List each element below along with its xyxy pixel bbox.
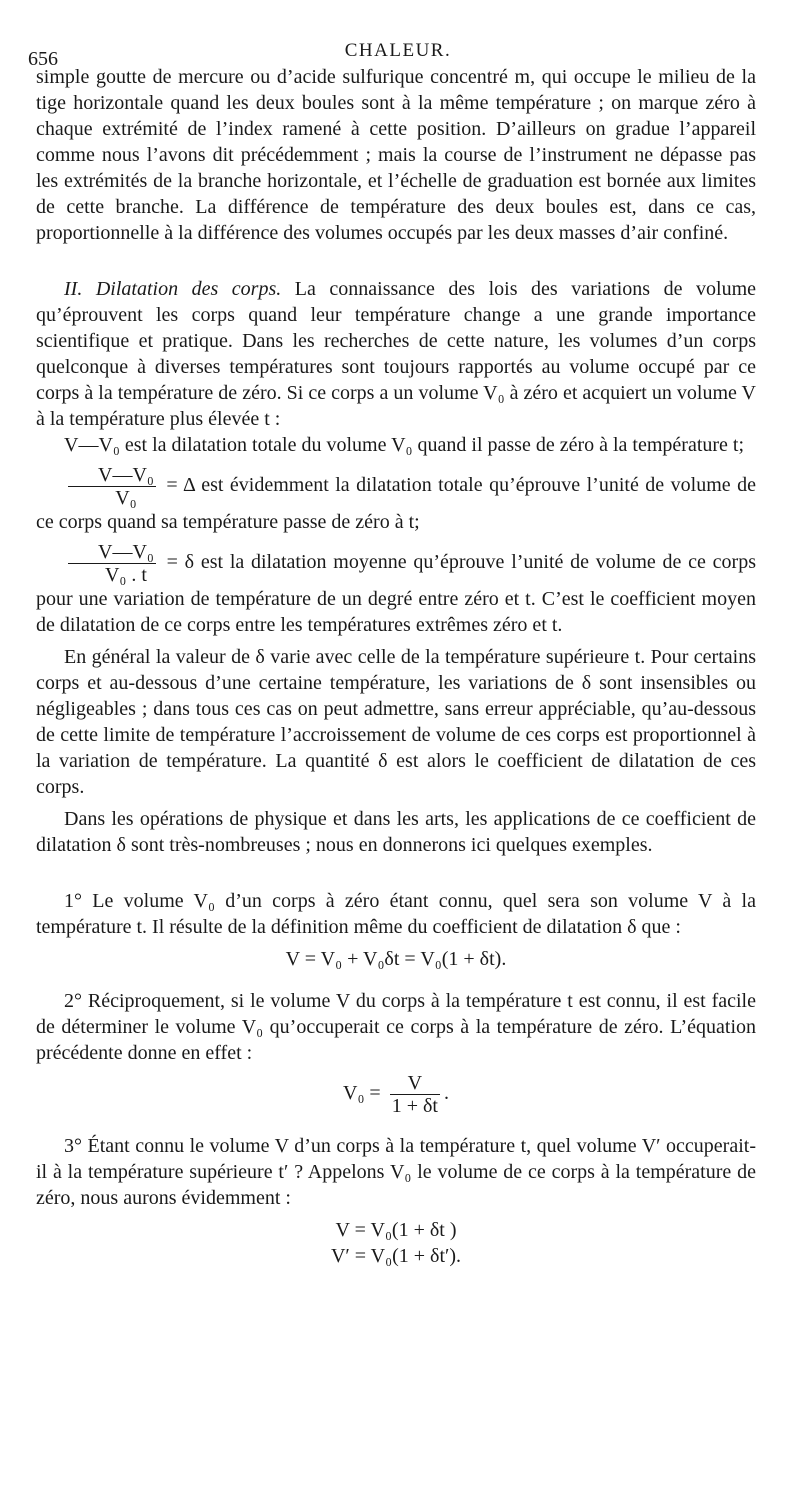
definition-mean-dilatation bbox=[36, 541, 756, 638]
paragraph-thermometer: simple goutte de mercure ou d’acide sulfurique concentré m, qui occupe le milieu de la tige horizontale quand les deux boules sont à la même température ; on marque zéro à chaque extrémité de l’index ramené à cette position. D’ailleurs on gradue l’appareil comme nous l’avons dit précédemment ; mais la course de l’instrument ne dépasse pas les extrémités de la branche horizontale, et l’échelle de graduation est bornée aux limites de cette branche. La différence de température des deux boules est, dans ce cas, proportionnelle à la différence des volumes occupés par les deux masses d’air confiné. bbox=[36, 66, 756, 244]
fraction-denominator: V₀ bbox=[115, 487, 137, 509]
equation-2 bbox=[36, 1072, 756, 1117]
example-3: 3° Étant connu le volume V d’un corps à la température t, quel volume V′ occuperait-il à la température supérieure t′ ? Appelons V₀ le volume de ce corps à la température de zéro, nous aurons évidemment : bbox=[36, 1135, 756, 1209]
definition-mean-text: = δ est la dilatation moyenne qu’éprouve l’unité de volume de ce corps pour une variation de température de un degré entre zéro et t. C’est le coefficient moyen de dilatation de ce corps entre les températures extrêmes zéro et t. bbox=[36, 551, 756, 636]
page-body bbox=[36, 64, 756, 1275]
fraction-v0 bbox=[390, 1072, 440, 1117]
example-2: 2° Réciproquement, si le volume V du corps à la température t est connu, il est facile de déterminer le volume V₀ qu’occuperait ce corps à la température de zéro. L’équation précédente donne en effet : bbox=[36, 990, 756, 1064]
definition-unit-text: = Δ est évidemment la dilatation totale qu’éprouve l’unité de volume de ce corps quand sa température passe de zéro à t; bbox=[36, 474, 756, 533]
fraction-denominator: V₀ . t bbox=[104, 564, 147, 586]
example-1: 1° Le volume V₀ d’un corps à zéro étant connu, quel sera son volume V à la température t. Il résulte de la définition même du coefficient de dilatation δ que : bbox=[36, 890, 756, 938]
definition-total-dilatation bbox=[36, 432, 756, 458]
definition-total-text: est la dilatation totale du volume V₀ quand il passe de zéro à la température t; bbox=[124, 434, 745, 456]
page-header bbox=[28, 34, 768, 70]
fraction-small-delta bbox=[68, 541, 156, 586]
fraction-denominator: 1 + δt bbox=[391, 1095, 438, 1117]
fraction-numerator: V—V₀ bbox=[68, 464, 156, 487]
expression-v-minus-v0: V—V₀ bbox=[64, 434, 120, 456]
paragraph-applications: Dans les opérations de physique et dans les arts, les applications de ce coefficient de dilatation δ sont très-nombreuses ; nous en donnerons ici quelques exemples. bbox=[36, 808, 756, 856]
equation-2-lhs: V₀ = bbox=[343, 1082, 381, 1105]
section-heading: II. Dilatation des corps. bbox=[64, 278, 282, 300]
section-dilatation bbox=[36, 276, 756, 432]
equation-2-end: . bbox=[443, 1082, 449, 1105]
running-title: CHALEUR. bbox=[344, 40, 452, 61]
definition-unit-dilatation bbox=[36, 464, 756, 535]
section-intro-text: La connaissance des lois des variations de volume qu’éprouvent les corps quand leur température change a une grande importance scientifique et pratique. Dans les recherches de cette nature, les volumes d’un corps quelconque à diverses températures sont toujours rapportés au volume occupé par ce corps à la température de zéro. Si ce corps a un volume V₀ à zéro et acquiert un volume V à la température plus élevée t : bbox=[36, 278, 756, 430]
fraction-numerator: V bbox=[390, 1072, 440, 1095]
page-number: 656 bbox=[28, 48, 58, 70]
equation-3b: V′ = V₀(1 + δt′). bbox=[330, 1245, 462, 1267]
equation-1: V = V₀ + V₀δt = V₀(1 + δt). bbox=[285, 948, 507, 970]
paragraph-general: En général la valeur de δ varie avec celle de la température supérieure t. Pour certains corps et au-dessous d’une certaine température, les variations de δ sont insensibles ou négligeables ; dans tous ces cas on peut admettre, sans erreur appréciable, qu’au-dessous de cette limite de température l’accroissement de volume de ces corps est proportionnel à la variation de température. La quantité δ est alors le coefficient de dilatation de ces corps. bbox=[36, 646, 756, 798]
equation-3 bbox=[36, 1217, 756, 1269]
fraction-numerator: V—V₀ bbox=[68, 541, 156, 564]
equation-3a: V = V₀(1 + δt ) bbox=[335, 1219, 457, 1241]
fraction-delta bbox=[68, 464, 156, 509]
